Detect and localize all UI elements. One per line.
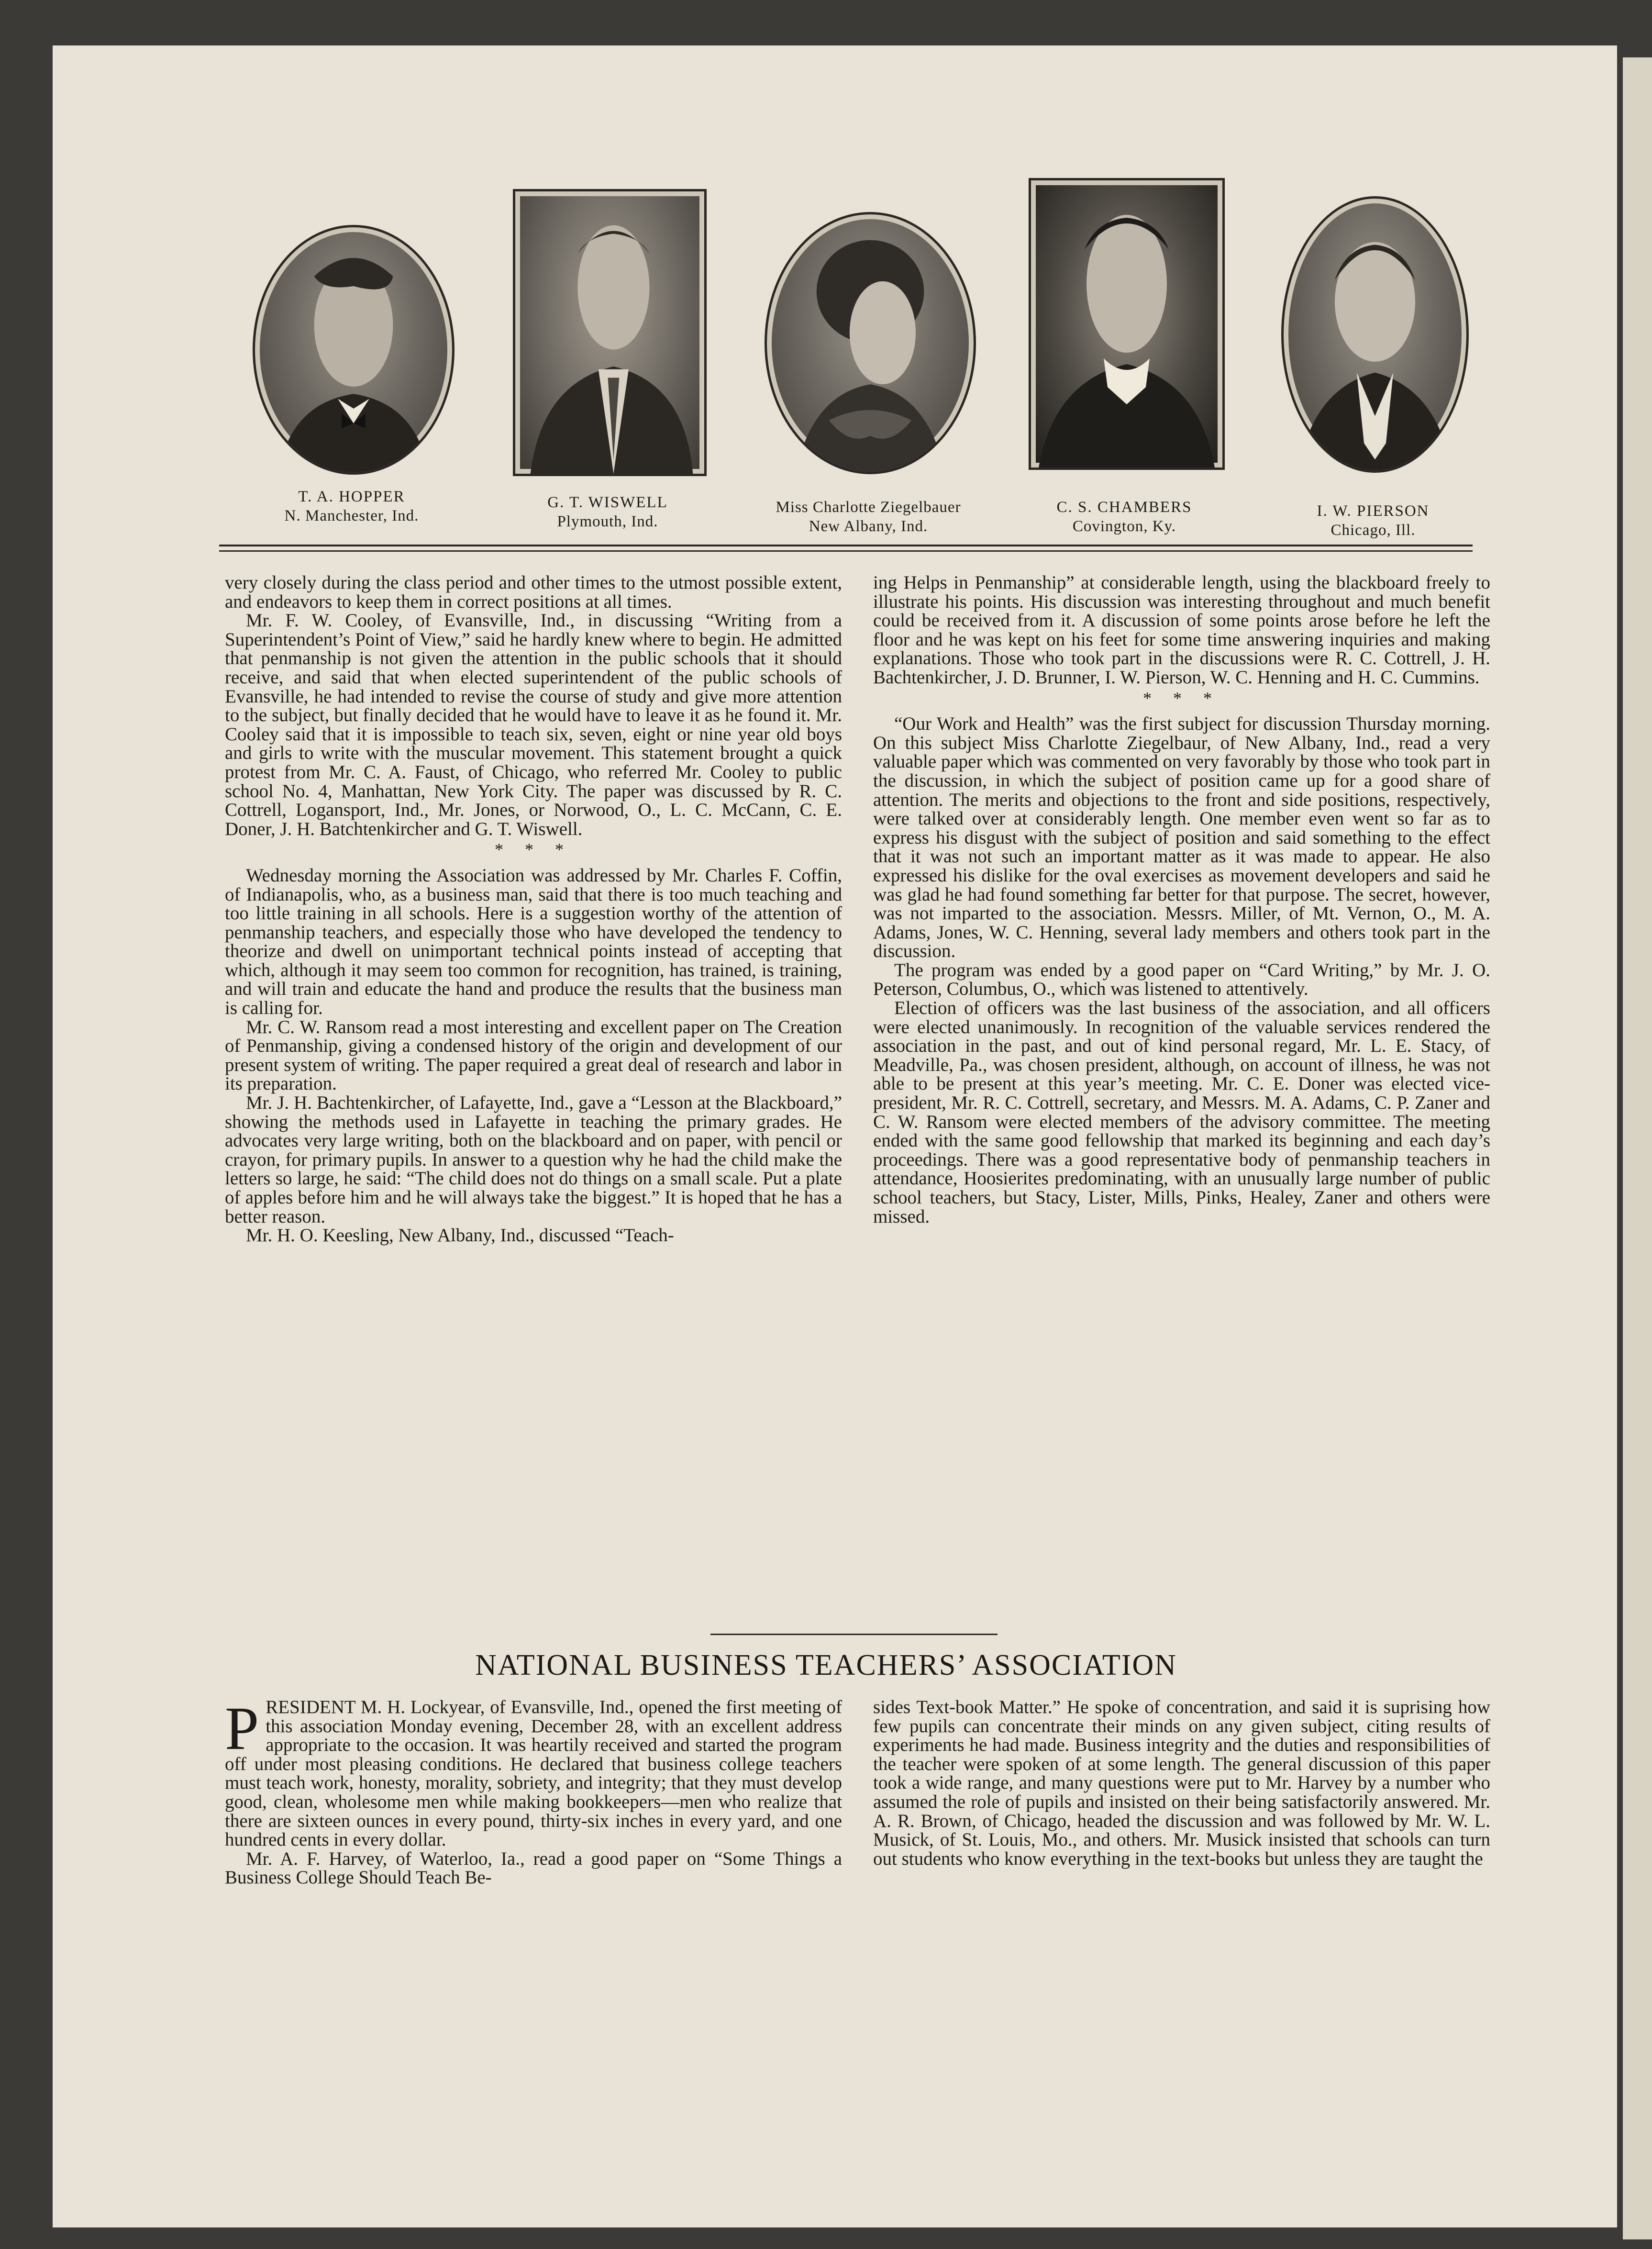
portrait-silhouette: [767, 214, 974, 472]
section-title: [0, 1648, 1652, 1682]
paragraph: Election of officers was the last business of the association, and all officers were elected unanimously. In recognition of the valuable services rendered the association in the past, and out of kind personal regard, Mr. L. E. Stacy, of Meadville, Pa., was chosen president, although, on account of illness, he was not able to be present at this year’s meeting. Mr. C. E. Doner was elected vice-president, Mr. R. C. Cottrell, secretary, and Messrs. M. A. Adams, C. P. Zaner and C. W. Ransom were elected members of the advisory committee. The meeting ended with the same good fellowship that marked its beginning and each day’s proceedings. There was a good representative body of penmanship teachers in attendance, Hoosierites predominating, with an unusually large number of public school teachers, but Stacy, Lister, Mills, Pinks, Healey, Zaner and others were missed.: [873, 998, 1490, 1227]
paragraph: Mr. C. W. Ransom read a most interesting and excellent paper on The Creation of Penmanship, giving a condensed history of the origin and development of our present system of writing. The paper required a great deal of research and labor in its preparation.: [225, 1016, 842, 1094]
caption-ziegelbauer: [730, 498, 1007, 536]
portrait-photo: [513, 189, 707, 476]
portrait-place: Covington, Ky.: [1072, 518, 1176, 535]
paragraph: Mr. A. F. Harvey, of Waterloo, Ia., read a good paper on “Some Things a Business College Should Teach Be-: [225, 1848, 842, 1888]
section-column-right: [873, 1698, 1490, 1868]
lead-paragraph: [225, 1694, 842, 1850]
caption-rule-top: [219, 545, 1473, 546]
portrait-photo: [1029, 178, 1225, 470]
portrait-name: T. A. HOPPER: [298, 488, 405, 505]
article-column-right: [873, 573, 1490, 1226]
paragraph: The program was ended by a good paper on “Card Writing,” by Mr. J. O. Peterson, Columbus, O., which was listened to attentively.: [873, 959, 1490, 1000]
portrait-photo: [253, 225, 455, 475]
portrait-place: Chicago, Ill.: [1330, 522, 1416, 539]
section-title-text: NATIONAL BUSINESS TEACHERS’ ASSOCIATION: [475, 1649, 1177, 1681]
caption-hopper: [225, 487, 478, 525]
paragraph: Mr. J. H. Bachtenkircher, of Lafayette, Ind., gave a “Lesson at the Blackboard,” showing the methods used in Lafayette in teaching the primary grades. He advocates very large writing, both on the blackboard and on paper, with pencil or crayon, for primary pupils. In answer to a question why he had the child make the letters so large, he said: “The child does not do things on a small scale. Put a plate of apples before him and he will always take the biggest.” It is hoped that he has a better reason.: [225, 1092, 842, 1227]
portrait-name: C. S. CHAMBERS: [1056, 499, 1192, 516]
portrait-photo: [765, 212, 976, 474]
paragraph: “Our Work and Health” was the first subject for discussion Thursday morning. On this subject Miss Charlotte Ziegelbaur, of New Albany, Ind., read a very valuable paper which was commented on very favorably by those who took part in the discussion, in which the subject of position came up for a good share of attention. The merits and objections to the front and side positions, respectively, were talked over at considerably length. One member even went so far as to express his disgust with the subject of position and said something to the effect that it was not such an important matter as it was made to appear. He also expressed his dislike for the oval exercises as movement developers and said he was glad he had found something far better for that purpose. The secret, however, was not imparted to the association. Messrs. Miller, of Mt. Vernon, O., M. A. Adams, Jones, W. C. Henning, several lady members and others took part in the discussion.: [873, 713, 1490, 962]
section-rule: [710, 1634, 998, 1635]
portrait-photo: [1281, 196, 1469, 473]
section-separator: * * *: [1143, 688, 1220, 708]
caption-pierson: [1239, 501, 1507, 540]
portrait-silhouette: [1031, 180, 1222, 468]
section-separator: * * *: [495, 840, 572, 859]
portrait-place: N. Manchester, Ind.: [284, 507, 419, 524]
article-column-left: [225, 573, 842, 1245]
next-page-edge: [1623, 57, 1652, 2239]
paragraph: Mr. H. O. Keesling, New Albany, Ind., discussed “Teach-: [246, 1225, 674, 1246]
drop-cap: P: [225, 1694, 259, 1762]
portrait-silhouette: [1284, 199, 1466, 470]
paragraph: very closely during the class period and other times to the utmost possible extent, and endeavors to keep them in correct positions at all times.: [225, 572, 842, 612]
portrait-name: Miss Charlotte Ziegelbauer: [776, 499, 961, 516]
paragraph: ing Helps in Penmanship” at considerable length, using the blackboard freely to illustrate his points. His discussion was interesting throughout and much benefit could be received from it. A discussion of some points arose before he left the floor and he was kept on his feet for some time answering inquiries and making explanations. Those who took part in the discussions were R. C. Cottrell, J. H. Bachtenkircher, J. D. Brunner, I. W. Pierson, W. C. Henning and H. C. Cummins.: [873, 572, 1490, 688]
lead-text: RESIDENT M. H. Lockyear, of Evansville, Ind., opened the first meeting of this association Monday evening, December 28, with an excellent address appropriate to the occasion. It was heartily received and started the program off under most pleasing conditions. He declared that business college teachers must teach work, honesty, morality, sobriety, and integrity; that they must develop good, clean, wholesome men while making bookkeepers—men who realize that there are sixteen ounces in every pound, thirty-six inches in every yard, and one hundred cents in every dollar.: [225, 1697, 842, 1850]
portrait-name: I. W. PIERSON: [1317, 502, 1430, 520]
caption-wiswell: [478, 493, 737, 531]
section-column-left: [225, 1694, 842, 1888]
caption-chambers: [995, 498, 1253, 536]
portrait-place: New Albany, Ind.: [809, 518, 928, 535]
paragraph: Mr. F. W. Cooley, of Evansville, Ind., in discussing “Writing from a Superintendent’s Point of View,” said he hardly knew where to begin. He admitted that penmanship is not given the attention in the public schools that it should receive, and said that when elected superintendent of the public schools of Evansville, he had intended to revise the course of study and give more attention to the subject, but finally decided that he would have to leave it as he found it. Mr. Cooley said that it is impossible to teach six, seven, eight or nine year old boys and girls to write with the muscular movement. This statement brought a quick protest from Mr. C. A. Faust, of Chicago, who referred Mr. Cooley to public school No. 4, Manhattan, New York City. The paper was discussed by R. C. Cottrell, Logansport, Ind., Mr. Jones, or Norwood, O., L. C. McCann, C. E. Doner, J. H. Batchtenkircher and G. T. Wiswell.: [225, 610, 842, 839]
caption-rule-bottom: [219, 550, 1473, 552]
portrait-silhouette: [515, 191, 704, 474]
portrait-silhouette: [255, 227, 452, 472]
paragraph: Wednesday morning the Association was addressed by Mr. Charles F. Coffin, of Indianapolis, who, as a business man, said that there is too much teaching and too little training in all schools. Here is a suggestion worthy of the attention of penmanship teachers, and especially those who have developed the tendency to theorize and dwell on unimportant technical points instead of accepting that which, although it may seem too common for recognition, has trained, is training, and will train and educate the hand and produce the results that the business man is calling for.: [225, 865, 842, 1019]
portrait-place: Plymouth, Ind.: [557, 513, 658, 530]
paragraph: sides Text-book Matter.” He spoke of concentration, and said it is suprising how few pupils can concentrate their minds on any given subject, citing results of experiments he had made. Business integrity and the duties and responsibilities of the teacher were spoken of at some length. The general discussion of this paper took a wide range, and many questions were put to Mr. Harvey by a number who assumed the role of pupils and insisted on their being satisfactorily answered. Mr. A. R. Brown, of Chicago, headed the discussion and was followed by Mr. W. L. Musick, of St. Louis, Mo., and others. Mr. Musick insisted that schools can turn out students who know everything in the text-books but unless they are taught the: [873, 1697, 1490, 1869]
portrait-name: G. T. WISWELL: [547, 494, 668, 511]
